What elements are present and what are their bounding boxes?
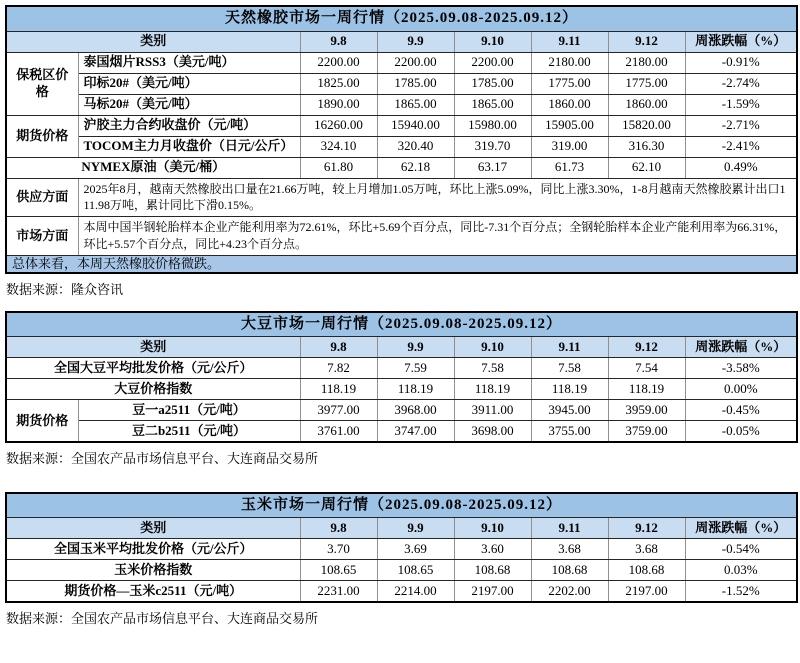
column-header: 9.9 — [377, 31, 454, 52]
value-cell: 1825.00 — [300, 73, 377, 94]
value-cell: 62.18 — [377, 157, 454, 178]
table-title: 天然橡胶市场一周行情（2025.09.08-2025.09.12） — [6, 6, 797, 31]
column-header: 9.10 — [454, 518, 531, 539]
value-cell: 118.19 — [377, 379, 454, 400]
row-label: NYMEX原油（美元/桶） — [6, 157, 300, 178]
value-cell: 319.00 — [531, 136, 608, 157]
row-label: 大豆价格指数 — [6, 379, 300, 400]
data-source: 数据来源：全国农产品市场信息平台、大连商品交易所 — [6, 450, 319, 466]
value-cell: 1865.00 — [454, 94, 531, 115]
value-cell: 3698.00 — [454, 421, 531, 442]
column-header: 9.9 — [377, 337, 454, 358]
value-cell: 15940.00 — [377, 115, 454, 136]
corn-market-table — [5, 492, 798, 603]
value-cell: 1775.00 — [608, 73, 685, 94]
row-label: TOCOM主力月收盘价（日元/公斤） — [78, 136, 300, 157]
value-cell: -2.74% — [685, 73, 797, 94]
column-header: 类别 — [6, 518, 300, 539]
value-cell: 0.00% — [685, 379, 797, 400]
value-cell: 3759.00 — [608, 421, 685, 442]
value-cell: 63.17 — [454, 157, 531, 178]
value-cell: -0.54% — [685, 539, 797, 560]
value-cell: 118.19 — [531, 379, 608, 400]
value-cell: 3.60 — [454, 539, 531, 560]
value-cell: 3.68 — [531, 539, 608, 560]
value-cell: 324.10 — [300, 136, 377, 157]
value-cell: 7.59 — [377, 358, 454, 379]
row-label: 市场方面 — [6, 217, 78, 256]
value-cell: 2200.00 — [300, 52, 377, 73]
row-label: 玉米价格指数 — [6, 560, 300, 581]
row-label: 马标20#（美元/吨） — [78, 94, 300, 115]
value-cell: 118.19 — [608, 379, 685, 400]
row-label: 期货价格—玉米c2511（元/吨） — [6, 581, 300, 602]
value-cell: 7.58 — [454, 358, 531, 379]
table-title: 玉米市场一周行情（2025.09.08-2025.09.12） — [6, 493, 797, 518]
value-cell: -0.91% — [685, 52, 797, 73]
column-header: 类别 — [6, 337, 300, 358]
value-cell: 2200.00 — [377, 52, 454, 73]
soybean-market-section — [5, 311, 796, 467]
column-header: 9.11 — [531, 31, 608, 52]
value-cell: 108.68 — [531, 560, 608, 581]
value-cell: 62.10 — [608, 157, 685, 178]
value-cell: 3968.00 — [377, 400, 454, 421]
value-cell: 3747.00 — [377, 421, 454, 442]
value-cell: 1785.00 — [377, 73, 454, 94]
column-header: 9.10 — [454, 337, 531, 358]
value-cell: 316.30 — [608, 136, 685, 157]
value-cell: 3959.00 — [608, 400, 685, 421]
column-header: 周涨跌幅（%） — [685, 337, 797, 358]
column-header: 9.10 — [454, 31, 531, 52]
summary-note: 总体来看，本周天然橡胶价格微跌。 — [6, 255, 797, 273]
value-cell: 3.69 — [377, 539, 454, 560]
row-label: 期货价格 — [6, 400, 78, 442]
value-cell: 1775.00 — [531, 73, 608, 94]
row-label: 供应方面 — [6, 178, 78, 217]
corn-market-section — [5, 492, 796, 627]
value-cell: 3761.00 — [300, 421, 377, 442]
value-cell: -0.45% — [685, 400, 797, 421]
column-header: 9.12 — [608, 518, 685, 539]
value-cell: -2.41% — [685, 136, 797, 157]
value-cell: 118.19 — [300, 379, 377, 400]
value-cell: 2180.00 — [608, 52, 685, 73]
value-cell: 2202.00 — [531, 581, 608, 602]
row-label: 沪胶主力合约收盘价（元/吨） — [78, 115, 300, 136]
rubber-market-section — [5, 5, 796, 298]
value-cell: 319.70 — [454, 136, 531, 157]
value-cell: 0.03% — [685, 560, 797, 581]
value-cell: 108.65 — [300, 560, 377, 581]
value-cell: 16260.00 — [300, 115, 377, 136]
column-header: 类别 — [6, 31, 300, 52]
column-header: 9.9 — [377, 518, 454, 539]
value-cell: 108.68 — [608, 560, 685, 581]
column-header: 周涨跌幅（%） — [685, 518, 797, 539]
data-source: 数据来源：全国农产品市场信息平台、大连商品交易所 — [6, 610, 319, 626]
value-cell: -0.05% — [685, 421, 797, 442]
value-cell: 1785.00 — [454, 73, 531, 94]
value-cell: 15820.00 — [608, 115, 685, 136]
value-cell: 15905.00 — [531, 115, 608, 136]
row-label: 保税区价格 — [6, 52, 78, 115]
value-cell: 7.82 — [300, 358, 377, 379]
value-cell: 2180.00 — [531, 52, 608, 73]
column-header: 周涨跌幅（%） — [685, 31, 797, 52]
row-label: 豆二b2511（元/吨） — [78, 421, 300, 442]
value-cell: 1860.00 — [531, 94, 608, 115]
rubber-market-table — [5, 5, 798, 274]
value-cell: 61.80 — [300, 157, 377, 178]
value-cell: 108.65 — [377, 560, 454, 581]
value-cell: -2.71% — [685, 115, 797, 136]
value-cell: 0.49% — [685, 157, 797, 178]
description-text: 2025年8月，越南天然橡胶出口量在21.66万吨，较上月增加1.05万吨，环比上涨5.09%，同比上涨3.30%，1-8月越南天然橡胶累计出口111.98万吨，累计同比下滑0.15%。 — [78, 178, 797, 217]
row-label: 泰国烟片RSS3（美元/吨） — [78, 52, 300, 73]
value-cell: 3977.00 — [300, 400, 377, 421]
value-cell: 1860.00 — [608, 94, 685, 115]
column-header: 9.8 — [300, 337, 377, 358]
value-cell: 15980.00 — [454, 115, 531, 136]
value-cell: 2214.00 — [377, 581, 454, 602]
value-cell: 320.40 — [377, 136, 454, 157]
table-title: 大豆市场一周行情（2025.09.08-2025.09.12） — [6, 312, 797, 337]
value-cell: 2197.00 — [454, 581, 531, 602]
value-cell: 108.68 — [454, 560, 531, 581]
value-cell: 2197.00 — [608, 581, 685, 602]
column-header: 9.12 — [608, 337, 685, 358]
column-header: 9.11 — [531, 337, 608, 358]
soybean-market-table — [5, 311, 798, 443]
row-label: 期货价格 — [6, 115, 78, 157]
data-source: 数据来源：隆众咨讯 — [6, 281, 124, 297]
column-header: 9.8 — [300, 518, 377, 539]
value-cell: 3911.00 — [454, 400, 531, 421]
value-cell: 3945.00 — [531, 400, 608, 421]
value-cell: 3755.00 — [531, 421, 608, 442]
value-cell: 1865.00 — [377, 94, 454, 115]
row-label: 豆一a2511（元/吨） — [78, 400, 300, 421]
value-cell: 118.19 — [454, 379, 531, 400]
row-label: 全国玉米平均批发价格（元/公斤） — [6, 539, 300, 560]
column-header: 9.11 — [531, 518, 608, 539]
value-cell: -1.59% — [685, 94, 797, 115]
value-cell: 61.73 — [531, 157, 608, 178]
value-cell: 2200.00 — [454, 52, 531, 73]
value-cell: 7.58 — [531, 358, 608, 379]
column-header: 9.8 — [300, 31, 377, 52]
value-cell: -3.58% — [685, 358, 797, 379]
value-cell: 3.70 — [300, 539, 377, 560]
row-label: 印标20#（美元/吨） — [78, 73, 300, 94]
value-cell: 3.68 — [608, 539, 685, 560]
row-label: 全国大豆平均批发价格（元/公斤） — [6, 358, 300, 379]
description-text: 本周中国半钢轮胎样本企业产能利用率为72.61%，环比+5.69个百分点，同比-7.31个百分点；全钢轮胎样本企业产能利用率为66.31%，环比+5.57个百分点，同比+4.23个百分点。 — [78, 217, 797, 256]
value-cell: 1890.00 — [300, 94, 377, 115]
value-cell: -1.52% — [685, 581, 797, 602]
value-cell: 2231.00 — [300, 581, 377, 602]
column-header: 9.12 — [608, 31, 685, 52]
value-cell: 7.54 — [608, 358, 685, 379]
